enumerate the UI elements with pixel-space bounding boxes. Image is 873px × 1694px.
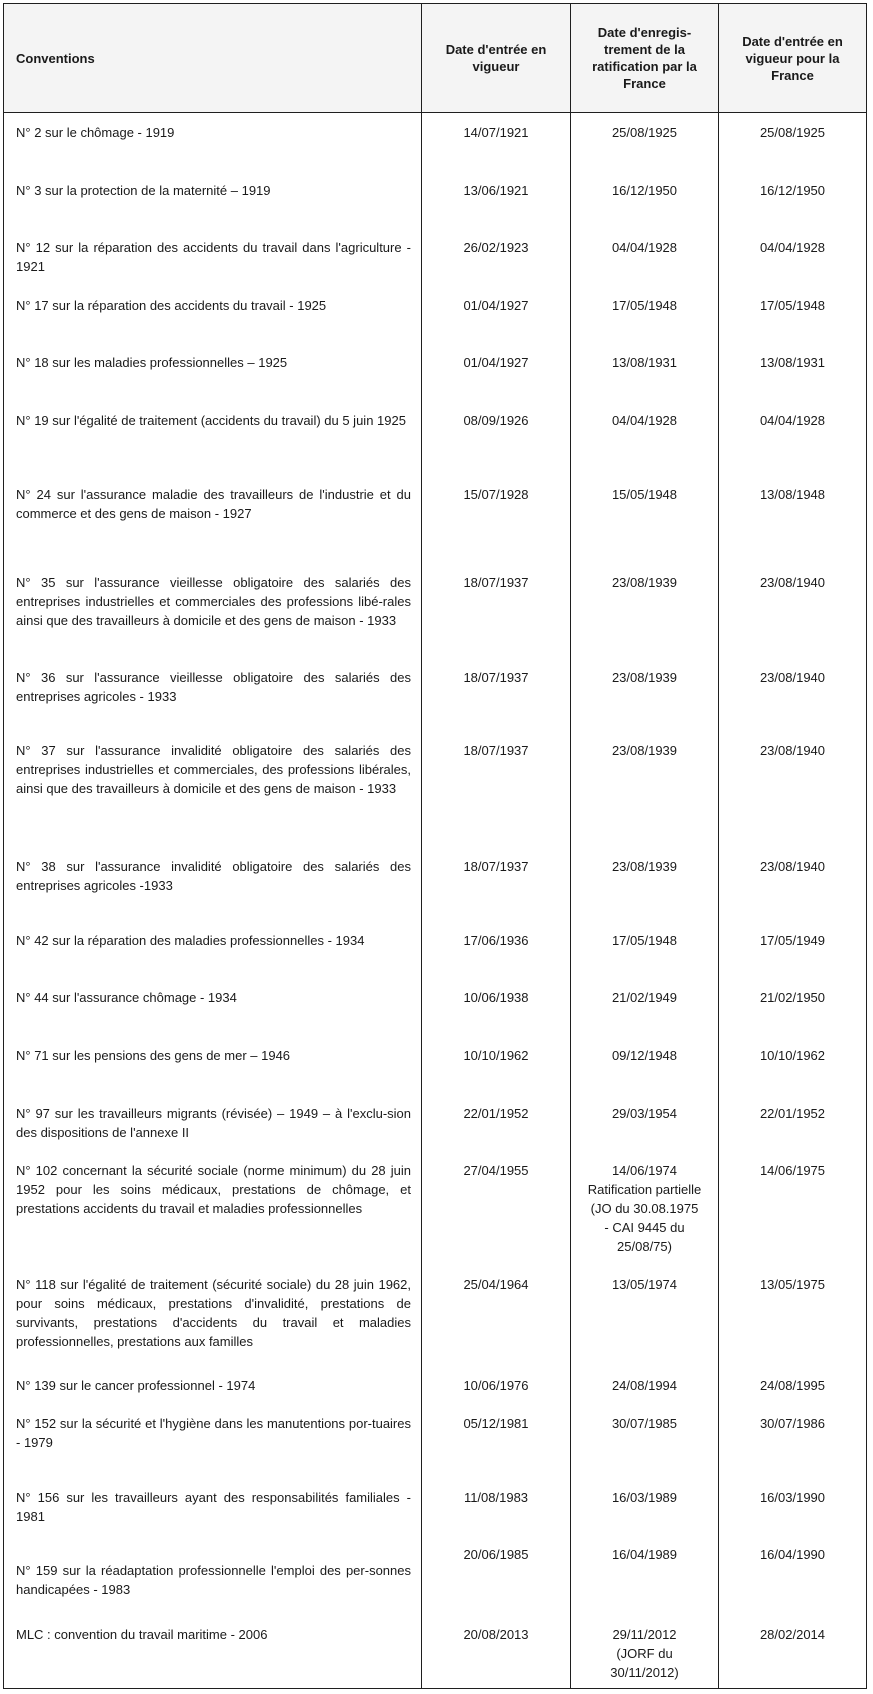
entry-into-force-cell: 18/07/1937 bbox=[422, 658, 571, 732]
convention-cell: N° 17 sur la réparation des accidents du travail - 1925 bbox=[4, 286, 422, 343]
convention-cell: N° 19 sur l'égalité de traitement (accidents du travail) du 5 juin 1925 bbox=[4, 401, 422, 475]
ratification-date: 23/08/1939 bbox=[611, 859, 678, 875]
convention-cell: N° 42 sur la réparation des maladies professionnelles - 1934 bbox=[4, 921, 422, 978]
ratification-cell bbox=[571, 563, 719, 658]
entry-into-force-cell: 20/08/2013 bbox=[422, 1615, 571, 1689]
ratification-date: 21/02/1949 bbox=[611, 989, 678, 1005]
ratification-date: 09/12/1948 bbox=[611, 1047, 678, 1063]
entry-into-force-france-cell: 14/06/1975 bbox=[719, 1151, 867, 1265]
entry-into-force-france-cell: 16/04/1990 bbox=[719, 1535, 867, 1615]
entry-into-force-france-cell: 25/08/1925 bbox=[719, 113, 867, 172]
entry-into-force-france-cell: 16/03/1990 bbox=[719, 1478, 867, 1535]
convention-cell: N° 37 sur l'assurance invalidité obligatoire des salariés des entreprises industrielles et commerciales, des professions libérales, ainsi que des travailleurs à domicile et des gens de maison - 1933 bbox=[4, 731, 422, 847]
table-row bbox=[4, 286, 867, 343]
convention-cell: N° 36 sur l'assurance vieillesse obligatoire des salariés des entreprises agricoles - 1933 bbox=[4, 658, 422, 732]
convention-cell: N° 152 sur la sécurité et l'hygiène dans les manutentions por-tuaires - 1979 bbox=[4, 1404, 422, 1478]
table-row bbox=[4, 1404, 867, 1478]
ratification-cell bbox=[571, 401, 719, 475]
convention-cell: N° 71 sur les pensions des gens de mer – 1946 bbox=[4, 1036, 422, 1094]
convention-cell: N° 139 sur le cancer professionnel - 1974 bbox=[4, 1366, 422, 1404]
ratification-cell bbox=[571, 1094, 719, 1152]
convention-cell: N° 44 sur l'assurance chômage - 1934 bbox=[4, 978, 422, 1036]
convention-cell: N° 102 concernant la sécurité sociale (norme minimum) du 28 juin 1952 pour les soins médicaux, prestations de chômage, et prestations accidents du travail et maladies professionnelles bbox=[4, 1151, 422, 1265]
table-row bbox=[4, 563, 867, 658]
ratification-note: (JORF du bbox=[616, 1645, 673, 1661]
ratification-date: 25/08/1925 bbox=[611, 125, 678, 140]
convention-cell: N° 2 sur le chômage - 1919 bbox=[4, 113, 422, 172]
ratification-date: 29/03/1954 bbox=[611, 1105, 678, 1121]
table-row bbox=[4, 228, 867, 286]
entry-into-force-france-cell: 23/08/1940 bbox=[719, 847, 867, 921]
header-ratification-date: Date d'enregis-trement de la ratification par la France bbox=[571, 4, 719, 113]
entry-into-force-france-cell: 21/02/1950 bbox=[719, 978, 867, 1036]
ratification-date: 23/08/1939 bbox=[611, 669, 678, 685]
entry-into-force-france-cell: 04/04/1928 bbox=[719, 401, 867, 475]
entry-into-force-cell: 20/06/1985 bbox=[422, 1535, 571, 1615]
header-row bbox=[4, 4, 867, 113]
entry-into-force-cell: 11/08/1983 bbox=[422, 1478, 571, 1535]
ratification-date: 29/11/2012 bbox=[612, 1626, 677, 1642]
entry-into-force-cell: 10/10/1962 bbox=[422, 1036, 571, 1094]
table-row bbox=[4, 401, 867, 475]
ratification-date: 24/08/1994 bbox=[611, 1378, 678, 1394]
entry-into-force-cell: 17/06/1936 bbox=[422, 921, 571, 978]
entry-into-force-cell: 27/04/1955 bbox=[422, 1151, 571, 1265]
ratification-cell bbox=[571, 343, 719, 401]
ratification-date: 13/08/1931 bbox=[611, 355, 678, 371]
entry-into-force-france-cell: 30/07/1986 bbox=[719, 1404, 867, 1478]
table-row bbox=[4, 731, 867, 847]
entry-into-force-france-cell: 13/05/1975 bbox=[719, 1265, 867, 1366]
table-row bbox=[4, 1151, 867, 1265]
ratification-cell bbox=[571, 847, 719, 921]
table-row bbox=[4, 1366, 867, 1404]
ratification-cell bbox=[571, 1615, 719, 1689]
table-row bbox=[4, 1036, 867, 1094]
entry-into-force-cell: 26/02/1923 bbox=[422, 228, 571, 286]
ratification-cell bbox=[571, 978, 719, 1036]
entry-into-force-france-cell: 13/08/1948 bbox=[719, 475, 867, 563]
entry-into-force-france-cell: 17/05/1948 bbox=[719, 286, 867, 343]
ratification-date: 17/05/1948 bbox=[611, 298, 678, 314]
convention-cell: N° 18 sur les maladies professionnelles – 1925 bbox=[4, 343, 422, 401]
entry-into-force-france-cell: 04/04/1928 bbox=[719, 228, 867, 286]
table-row bbox=[4, 1535, 867, 1615]
table-row bbox=[4, 475, 867, 563]
entry-into-force-cell: 05/12/1981 bbox=[422, 1404, 571, 1478]
ratification-date: 30/07/1985 bbox=[611, 1416, 678, 1432]
entry-into-force-cell: 14/07/1921 bbox=[422, 113, 571, 172]
entry-into-force-france-cell: 10/10/1962 bbox=[719, 1036, 867, 1094]
convention-cell: N° 118 sur l'égalité de traitement (sécurité sociale) du 28 juin 1962, pour soins médicaux, prestations d'invalidité, prestations de survivants, prestations d'accidents du travail et maladies professionnelles, prestations aux familles bbox=[4, 1265, 422, 1366]
entry-into-force-france-cell: 23/08/1940 bbox=[719, 658, 867, 732]
table-row bbox=[4, 171, 867, 228]
table-row bbox=[4, 847, 867, 921]
convention-cell: N° 12 sur la réparation des accidents du travail dans l'agriculture - 1921 bbox=[4, 228, 422, 286]
ratification-date: 13/05/1974 bbox=[611, 1277, 678, 1293]
document-page bbox=[3, 3, 866, 1689]
table-row bbox=[4, 1094, 867, 1152]
ratification-cell bbox=[571, 113, 719, 172]
convention-cell: MLC : convention du travail maritime - 2006 bbox=[4, 1615, 422, 1689]
ratification-date: 14/06/1974 bbox=[611, 1163, 678, 1179]
table-row bbox=[4, 113, 867, 172]
entry-into-force-cell: 18/07/1937 bbox=[422, 563, 571, 658]
ratification-date: 23/08/1939 bbox=[611, 743, 678, 759]
ratification-cell bbox=[571, 286, 719, 343]
ratification-cell bbox=[571, 1265, 719, 1366]
entry-into-force-cell: 01/04/1927 bbox=[422, 343, 571, 401]
convention-cell: N° 159 sur la réadaptation professionnelle l'emploi des per-sonnes handicapées - 1983 bbox=[4, 1535, 422, 1615]
conventions-table bbox=[3, 3, 867, 1689]
entry-into-force-cell: 22/01/1952 bbox=[422, 1094, 571, 1152]
ratification-cell bbox=[571, 1535, 719, 1615]
table-header bbox=[4, 4, 867, 113]
header-entry-into-force: Date d'entrée en vigueur bbox=[422, 4, 571, 113]
entry-into-force-cell: 15/07/1928 bbox=[422, 475, 571, 563]
convention-cell: N° 38 sur l'assurance invalidité obligatoire des salariés des entreprises agricoles -1933 bbox=[4, 847, 422, 921]
convention-cell: N° 24 sur l'assurance maladie des travailleurs de l'industrie et du commerce et des gens de maison - 1927 bbox=[4, 475, 422, 563]
entry-into-force-france-cell: 17/05/1949 bbox=[719, 921, 867, 978]
ratification-cell bbox=[571, 1151, 719, 1265]
table-row bbox=[4, 343, 867, 401]
ratification-date: 16/03/1989 bbox=[611, 1489, 678, 1505]
ratification-date: 16/04/1989 bbox=[611, 1546, 678, 1562]
header-entry-into-force-france: Date d'entrée en vigueur pour la France bbox=[719, 4, 867, 113]
ratification-note: - CAI 9445 du bbox=[604, 1220, 685, 1236]
ratification-date: 04/04/1928 bbox=[611, 240, 678, 256]
convention-cell: N° 97 sur les travailleurs migrants (révisée) – 1949 – à l'exclu-sion des dispositions de l'annexe II bbox=[4, 1094, 422, 1152]
table-row bbox=[4, 978, 867, 1036]
table-row bbox=[4, 921, 867, 978]
ratification-cell bbox=[571, 921, 719, 978]
entry-into-force-france-cell: 16/12/1950 bbox=[719, 171, 867, 228]
ratification-cell bbox=[571, 658, 719, 732]
entry-into-force-france-cell: 28/02/2014 bbox=[719, 1615, 867, 1689]
entry-into-force-cell: 10/06/1976 bbox=[422, 1366, 571, 1404]
entry-into-force-cell: 10/06/1938 bbox=[422, 978, 571, 1036]
entry-into-force-cell: 18/07/1937 bbox=[422, 847, 571, 921]
table-body bbox=[4, 113, 867, 1689]
ratification-cell bbox=[571, 171, 719, 228]
convention-cell: N° 156 sur les travailleurs ayant des responsabilités familiales - 1981 bbox=[4, 1478, 422, 1535]
ratification-date: 15/05/1948 bbox=[611, 486, 678, 502]
entry-into-force-cell: 13/06/1921 bbox=[422, 171, 571, 228]
ratification-cell bbox=[571, 475, 719, 563]
ratification-cell bbox=[571, 1404, 719, 1478]
ratification-date: 04/04/1928 bbox=[611, 412, 678, 428]
ratification-cell bbox=[571, 228, 719, 286]
entry-into-force-cell: 01/04/1927 bbox=[422, 286, 571, 343]
table-row bbox=[4, 1615, 867, 1689]
ratification-date: 23/08/1939 bbox=[611, 575, 678, 591]
ratification-note: (JO du 30.08.1975 bbox=[590, 1201, 699, 1217]
table-row bbox=[4, 1265, 867, 1366]
entry-into-force-cell: 25/04/1964 bbox=[422, 1265, 571, 1366]
ratification-note: 30/11/2012) bbox=[610, 1664, 679, 1680]
ratification-date: 16/12/1950 bbox=[611, 183, 678, 199]
entry-into-force-france-cell: 23/08/1940 bbox=[719, 731, 867, 847]
ratification-date: 17/05/1948 bbox=[611, 932, 678, 948]
entry-into-force-cell: 08/09/1926 bbox=[422, 401, 571, 475]
ratification-cell bbox=[571, 1478, 719, 1535]
entry-into-force-france-cell: 24/08/1995 bbox=[719, 1366, 867, 1404]
header-conventions: Conventions bbox=[4, 4, 422, 113]
entry-into-force-france-cell: 13/08/1931 bbox=[719, 343, 867, 401]
convention-cell: N° 35 sur l'assurance vieillesse obligatoire des salariés des entreprises industrielles et commerciales des professions libé-rales ainsi que des travailleurs à domicile et des gens de maison - 1933 bbox=[4, 563, 422, 658]
ratification-cell bbox=[571, 1036, 719, 1094]
ratification-note: 25/08/75) bbox=[617, 1239, 672, 1255]
entry-into-force-cell: 18/07/1937 bbox=[422, 731, 571, 847]
entry-into-force-france-cell: 23/08/1940 bbox=[719, 563, 867, 658]
convention-cell: N° 3 sur la protection de la maternité – 1919 bbox=[4, 171, 422, 228]
entry-into-force-france-cell: 22/01/1952 bbox=[719, 1094, 867, 1152]
ratification-note: Ratification partielle bbox=[587, 1182, 702, 1198]
ratification-cell bbox=[571, 1366, 719, 1404]
ratification-cell bbox=[571, 731, 719, 847]
table-row bbox=[4, 1478, 867, 1535]
table-row bbox=[4, 658, 867, 732]
